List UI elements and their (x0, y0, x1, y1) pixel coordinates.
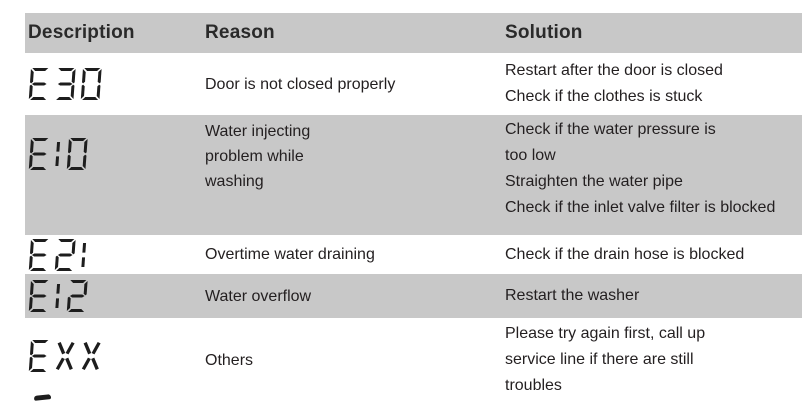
table-row-exx (25, 318, 802, 402)
reason-text: Overtime water draining (205, 246, 375, 263)
table-row-e30 (25, 53, 802, 115)
header-solution: Solution (505, 22, 583, 43)
reason-text: Water injecting problem while washing (205, 123, 311, 190)
error-code-e30 (28, 68, 200, 100)
header-description: Description (28, 22, 135, 43)
error-code-e12 (28, 280, 200, 312)
solution-text: Check if the drain hose is blocked (505, 245, 745, 263)
table-header-row (25, 13, 802, 53)
error-code-table (25, 13, 802, 402)
reason-text: Water overflow (205, 287, 312, 305)
reason-text: Door is not closed properly (205, 75, 396, 93)
table-row-e12 (25, 274, 802, 318)
header-reason: Reason (205, 22, 275, 43)
solution-text: Restart after the door is closed Check if the clothes is stuck (505, 62, 723, 105)
error-code-exx (28, 340, 200, 372)
reason-text: Others (205, 351, 254, 369)
solution-text: Check if the water pressure is too low Straighten the water pipe Check if the inlet valve filter is blocked (505, 121, 776, 216)
table-row-e10 (25, 115, 802, 235)
table-row-e21 (25, 235, 802, 274)
solution-text: Restart the washer (505, 287, 640, 304)
error-code-e21 (28, 239, 200, 271)
error-code-e10 (28, 138, 200, 170)
solution-text: Please try again first, call up service line if there are still troubles (505, 325, 706, 394)
